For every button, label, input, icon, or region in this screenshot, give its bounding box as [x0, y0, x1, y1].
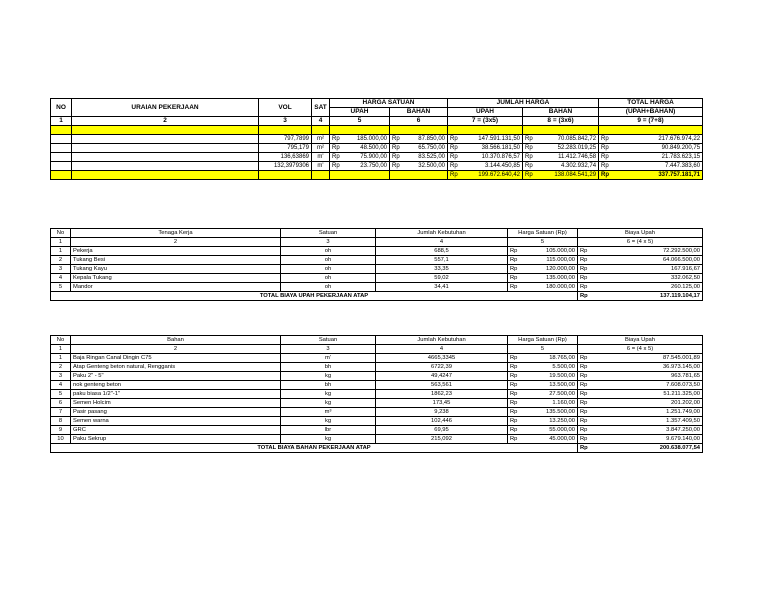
col-number: 2	[71, 345, 281, 354]
row-jumlah-cell: 1862,23	[376, 390, 508, 399]
total-cell: 217.676.974,22	[609, 135, 703, 144]
header-jumlah: Jumlah Kebutuhan	[376, 336, 508, 345]
vol-cell: 795,179	[259, 144, 312, 153]
row-satuan-cell: m³	[281, 408, 376, 417]
table-row	[51, 256, 703, 265]
row-no-cell: 1	[51, 247, 71, 256]
row-jumlah-cell: 4665,3345	[376, 354, 508, 363]
row-no-cell: 2	[51, 256, 71, 265]
table-row	[51, 417, 703, 426]
header-harga: Harga Satuan (Rp)	[508, 229, 578, 238]
vol-cell: 136,63869	[259, 153, 312, 162]
row-harga-cell: 45.000,00	[518, 435, 578, 444]
col-number: 4	[376, 345, 508, 354]
total-cell: 7.447.383,60	[609, 162, 703, 171]
row-rp-label: Rp	[508, 399, 518, 408]
jumlah-bahan-cell: 52.283.019,25	[533, 144, 599, 153]
jumlah-bahan-cell: 4.302.932,74	[533, 162, 599, 171]
table-row	[51, 354, 703, 363]
row-satuan-cell: oh	[281, 247, 376, 256]
row-satuan-cell: lbr	[281, 426, 376, 435]
total-value: 200.638.077,54	[588, 444, 703, 453]
cost-summary-table	[50, 98, 703, 180]
row-harga-cell: 120.000,00	[518, 265, 578, 274]
col-number: 6	[390, 117, 448, 126]
row-harga-cell: 19.500,00	[518, 372, 578, 381]
vol-cell: 797,7899	[259, 135, 312, 144]
row-jumlah-cell: 102,446	[376, 417, 508, 426]
row-harga-cell: 13.250,00	[518, 417, 578, 426]
table-row: 136,63869 m' Rp 75.900,00 Rp 83.525,00 Rp 10.370.876,57 Rp 11.412.746,58 Rp 21.783.623,15	[51, 153, 703, 162]
header-bahan: BAHAN	[390, 108, 448, 117]
row-harga-cell: 1.160,00	[518, 399, 578, 408]
row-jumlah-cell: 33,35	[376, 265, 508, 274]
row-rp-label: Rp	[508, 408, 518, 417]
row-no-cell: 5	[51, 283, 71, 292]
header-harga: Harga Satuan (Rp)	[508, 336, 578, 345]
row-name-cell: Atap Genteng beton natural, Rengganis	[71, 363, 281, 372]
row-jumlah-cell: 557,1	[376, 256, 508, 265]
row-harga-cell: 115.000,00	[518, 256, 578, 265]
total-label: TOTAL BIAYA UPAH PEKERJAAN ATAP	[51, 292, 578, 301]
row-rp-label: Rp	[508, 426, 518, 435]
row-rp-label: Rp	[578, 408, 588, 417]
table-row: 797,7899 m² Rp 185.000,00 Rp 87.850,00 Rp 147.591.131,50 Rp 70.085.842,72 Rp 217.676.974,22	[51, 135, 703, 144]
row-harga-cell: 135.500,00	[518, 408, 578, 417]
material-table	[50, 335, 703, 453]
row-harga-cell: 5.500,00	[518, 363, 578, 372]
row-satuan-cell: m'	[281, 354, 376, 363]
row-rp-label: Rp	[578, 390, 588, 399]
row-rp-label: Rp	[508, 283, 518, 292]
row-no-cell: 4	[51, 381, 71, 390]
row-jumlah-cell: 69,95	[376, 426, 508, 435]
row-satuan-cell: bh	[281, 363, 376, 372]
jumlah-upah-cell: 38.566.181,50	[458, 144, 523, 153]
table-row: 132,3979306 m' Rp 23.750,00 Rp 32.500,00 Rp 3.144.450,85 Rp 4.302.932,74 Rp 7.447.383,60	[51, 162, 703, 171]
row-name-cell: Semen warna	[71, 417, 281, 426]
row-no-cell: 3	[51, 372, 71, 381]
row-biaya-cell: 167.916,67	[588, 265, 703, 274]
row-biaya-cell: 64.066.500,00	[588, 256, 703, 265]
col-number: 1	[51, 238, 71, 247]
col-number: 6 = (4 x 5)	[578, 345, 703, 354]
row-harga-cell: 135.000,00	[518, 274, 578, 283]
row-name-cell: Tukang Kayu	[71, 265, 281, 274]
col-number: 1	[51, 117, 72, 126]
row-rp-label: Rp	[578, 399, 588, 408]
col-number: 5	[508, 345, 578, 354]
table-row	[51, 381, 703, 390]
row-satuan-cell: kg	[281, 417, 376, 426]
total-jumlah-upah: 199.672.640,42	[458, 171, 523, 180]
row-biaya-cell: 72.292.500,00	[588, 247, 703, 256]
table-row	[51, 399, 703, 408]
col-number: 5	[508, 238, 578, 247]
row-rp-label: Rp	[508, 274, 518, 283]
col-number: 6 = (4 x 5)	[578, 238, 703, 247]
upah-cell: 75.900,00	[340, 153, 390, 162]
row-biaya-cell: 3.847.250,00	[588, 426, 703, 435]
grand-total: 337.757.181,71	[609, 171, 703, 180]
header-jumlah-upah: UPAH	[448, 108, 523, 117]
row-jumlah-cell: 688,5	[376, 247, 508, 256]
row-harga-cell: 180.000,00	[518, 283, 578, 292]
row-rp-label: Rp	[578, 417, 588, 426]
col-number: 3	[259, 117, 312, 126]
row-rp-label: Rp	[508, 381, 518, 390]
jumlah-upah-cell: 10.370.876,57	[458, 153, 523, 162]
header-satuan: Satuan	[281, 336, 376, 345]
table-row	[51, 265, 703, 274]
vol-cell: 132,3979306	[259, 162, 312, 171]
total-row: Rp 199.672.640,42 Rp 138.084.541,29 Rp 337.757.181,71	[51, 171, 703, 180]
row-rp-label: Rp	[578, 354, 588, 363]
bahan-cell: 65.750,00	[400, 144, 448, 153]
row-satuan-cell: oh	[281, 274, 376, 283]
header-jumlah: Jumlah Kebutuhan	[376, 229, 508, 238]
row-name-cell: Pekerja	[71, 247, 281, 256]
row-name-cell: nok genteng beton	[71, 381, 281, 390]
row-name-cell: Kepala Tukang	[71, 274, 281, 283]
row-no-cell: 6	[51, 399, 71, 408]
header-upah-bahan: (UPAH+BAHAN)	[599, 108, 703, 117]
row-jumlah-cell: 34,41	[376, 283, 508, 292]
row-satuan-cell: bh	[281, 381, 376, 390]
row-no-cell: 10	[51, 435, 71, 444]
total-value: 137.119.104,17	[588, 292, 703, 301]
bahan-cell: 83.525,00	[400, 153, 448, 162]
row-name-cell: Paku Sekrup	[71, 435, 281, 444]
row-no-cell: 7	[51, 408, 71, 417]
total-row: TOTAL BIAYA UPAH PEKERJAAN ATAP Rp 137.119.104,17	[51, 292, 703, 301]
row-no-cell: 3	[51, 265, 71, 274]
header-no: No	[51, 229, 71, 238]
table-row	[51, 426, 703, 435]
total-row: TOTAL BIAYA BAHAN PEKERJAAN ATAP Rp 200.638.077,54	[51, 444, 703, 453]
row-rp-label: Rp	[508, 247, 518, 256]
row-biaya-cell: 51.211.325,00	[588, 390, 703, 399]
sat-cell: m²	[312, 144, 330, 153]
header-uraian: URAIAN PEKERJAAN	[72, 99, 259, 117]
header-biaya: Biaya Upah	[578, 336, 703, 345]
jumlah-upah-cell: 147.591.131,50	[458, 135, 523, 144]
col-number: 5	[330, 117, 390, 126]
row-jumlah-cell: 49,4247	[376, 372, 508, 381]
header-jumlah-harga: JUMLAH HARGA	[448, 99, 599, 108]
row-name-cell: Pasir pasang	[71, 408, 281, 417]
row-name-cell: GRC	[71, 426, 281, 435]
row-jumlah-cell: 6722,39	[376, 363, 508, 372]
row-jumlah-cell: 215,092	[376, 435, 508, 444]
col-number: 7 = (3x5)	[448, 117, 523, 126]
header-satuan: Satuan	[281, 229, 376, 238]
upah-cell: 185.000,00	[340, 135, 390, 144]
header-sat: SAT	[312, 99, 330, 117]
col-number: 2	[71, 238, 281, 247]
table-row	[51, 247, 703, 256]
row-name-cell: Tukang Besi	[71, 256, 281, 265]
table-row	[51, 363, 703, 372]
bahan-cell: 87.850,00	[400, 135, 448, 144]
jumlah-bahan-cell: 70.085.842,72	[533, 135, 599, 144]
row-rp-label: Rp	[508, 354, 518, 363]
row-rp-label: Rp	[508, 372, 518, 381]
header-no: NO	[51, 99, 72, 117]
row-rp-label: Rp	[578, 435, 588, 444]
upah-cell: 23.750,00	[340, 162, 390, 171]
row-jumlah-cell: 59,02	[376, 274, 508, 283]
col-number: 2	[72, 117, 259, 126]
row-biaya-cell: 9.679.140,00	[588, 435, 703, 444]
table-row	[51, 390, 703, 399]
row-satuan-cell: oh	[281, 256, 376, 265]
row-harga-cell: 13.500,00	[518, 381, 578, 390]
row-biaya-cell: 260.125,00	[588, 283, 703, 292]
row-rp-label: Rp	[578, 256, 588, 265]
header-jumlah-bahan: BAHAN	[523, 108, 599, 117]
row-rp-label: Rp	[508, 390, 518, 399]
row-no-cell: 4	[51, 274, 71, 283]
table-row	[51, 274, 703, 283]
table-row	[51, 435, 703, 444]
row-name-cell: Mandor	[71, 283, 281, 292]
col-number: 3	[281, 238, 376, 247]
row-satuan-cell: oh	[281, 265, 376, 274]
row-rp-label: Rp	[578, 265, 588, 274]
header-harga-satuan: HARGA SATUAN	[330, 99, 448, 108]
row-biaya-cell: 332.062,50	[588, 274, 703, 283]
header-upah: UPAH	[330, 108, 390, 117]
row-satuan-cell: kg	[281, 435, 376, 444]
table-row	[51, 372, 703, 381]
bahan-cell: 32.500,00	[400, 162, 448, 171]
col-number: 4	[376, 238, 508, 247]
row-biaya-cell: 87.545.001,89	[588, 354, 703, 363]
col-number: 4	[312, 117, 330, 126]
row-harga-cell: 18.765,00	[518, 354, 578, 363]
row-biaya-cell: 36.973.145,00	[588, 363, 703, 372]
row-no-cell: 8	[51, 417, 71, 426]
total-label: TOTAL BIAYA BAHAN PEKERJAAN ATAP	[51, 444, 578, 453]
row-rp-label: Rp	[578, 372, 588, 381]
row-no-cell: 5	[51, 390, 71, 399]
sat-cell: m²	[312, 135, 330, 144]
row-rp-label: Rp	[508, 265, 518, 274]
labor-table	[50, 228, 703, 301]
jumlah-upah-cell: 3.144.450,85	[458, 162, 523, 171]
row-satuan-cell: kg	[281, 390, 376, 399]
row-rp-label: Rp	[578, 426, 588, 435]
row-name-cell: Paku 2" - 5"	[71, 372, 281, 381]
row-rp-label: Rp	[578, 247, 588, 256]
row-biaya-cell: 963.781,65	[588, 372, 703, 381]
row-name-cell: paku biasa 1/2"-1"	[71, 390, 281, 399]
jumlah-bahan-cell: 11.412.746,58	[533, 153, 599, 162]
row-name-cell: Semen Holcim	[71, 399, 281, 408]
row-biaya-cell: 201.202,00	[588, 399, 703, 408]
row-rp-label: Rp	[508, 363, 518, 372]
header-tenaga-kerja: Tenaga Kerja	[71, 229, 281, 238]
sat-cell: m'	[312, 153, 330, 162]
row-biaya-cell: 7.608.073,50	[588, 381, 703, 390]
row-name-cell: Baja Ringan Canal Dingin C75	[71, 354, 281, 363]
total-jumlah-bahan: 138.084.541,29	[533, 171, 599, 180]
row-rp-label: Rp	[578, 381, 588, 390]
row-rp-label: Rp	[578, 274, 588, 283]
col-number: 3	[281, 345, 376, 354]
header-biaya: Biaya Upah	[578, 229, 703, 238]
row-no-cell: 9	[51, 426, 71, 435]
row-satuan-cell: kg	[281, 372, 376, 381]
row-harga-cell: 55.000,00	[518, 426, 578, 435]
row-harga-cell: 105.000,00	[518, 247, 578, 256]
col-number: 8 = (3x6)	[523, 117, 599, 126]
upah-cell: 48.500,00	[340, 144, 390, 153]
col-number: 9 = (7+8)	[599, 117, 703, 126]
table-row: 795,179 m² Rp 48.500,00 Rp 65.750,00 Rp 38.566.181,50 Rp 52.283.019,25 Rp 90.849.200,75	[51, 144, 703, 153]
table-row	[51, 408, 703, 417]
row-satuan-cell: oh	[281, 283, 376, 292]
row-biaya-cell: 1.357.409,50	[588, 417, 703, 426]
row-no-cell: 1	[51, 354, 71, 363]
header-bahan: Bahan	[71, 336, 281, 345]
header-total-harga: TOTAL HARGA	[599, 99, 703, 108]
row-jumlah-cell: 563,561	[376, 381, 508, 390]
total-cell: 90.849.200,75	[609, 144, 703, 153]
row-jumlah-cell: 173,45	[376, 399, 508, 408]
row-rp-label: Rp	[508, 435, 518, 444]
table-row	[51, 283, 703, 292]
sat-cell: m'	[312, 162, 330, 171]
row-rp-label: Rp	[578, 283, 588, 292]
row-satuan-cell: kg	[281, 399, 376, 408]
row-rp-label: Rp	[578, 363, 588, 372]
spacer-row	[51, 126, 703, 135]
row-rp-label: Rp	[508, 417, 518, 426]
col-number: 1	[51, 345, 71, 354]
total-cell: 21.783.623,15	[609, 153, 703, 162]
row-biaya-cell: 1.251.749,00	[588, 408, 703, 417]
header-no: No	[51, 336, 71, 345]
row-jumlah-cell: 9,238	[376, 408, 508, 417]
row-harga-cell: 27.500,00	[518, 390, 578, 399]
row-rp-label: Rp	[508, 256, 518, 265]
header-vol: VOL	[259, 99, 312, 117]
row-no-cell: 2	[51, 363, 71, 372]
